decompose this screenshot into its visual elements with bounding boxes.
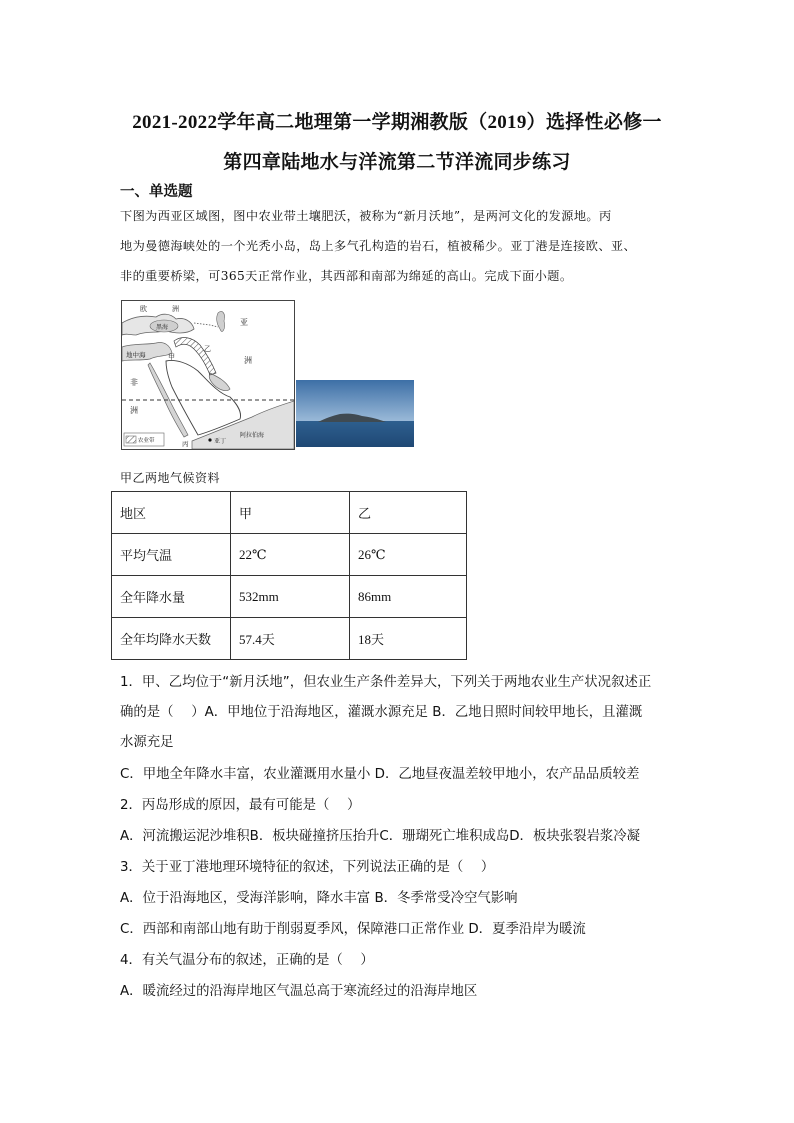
map-label-mediterranean: 地中海 [126,351,146,359]
question-line: 确的是（ ）A．甲地位于沿海地区，灌溉水源充足 B．乙地日照时间较甲地长，且灌溉 [120,705,643,720]
table-cell: 18天 [350,618,467,660]
table-row [112,576,467,618]
table-cell: 平均气温 [112,534,231,576]
table-cell: 86mm [350,576,467,618]
table-cell: 57.4天 [231,618,350,660]
map-label-aden: 亚丁 [214,438,227,445]
west-asia-map [121,300,295,450]
question-line: 水源充足 [120,735,174,750]
question-line: 4．有关气温分布的叙述，正确的是（ ） [120,953,374,968]
intro-line-3: 非的重要桥梁，可365天正常作业，其西部和南部为绵延的高山。完成下面小题。 [120,269,573,283]
intro-line-2: 地为曼德海峡处的一个光秃小岛，岛上多气孔构造的岩石，植被稀少。亚丁港是连接欧、亚、 [120,239,637,253]
table-cell: 全年均降水天数 [112,618,231,660]
map-label-asia: 亚 [240,318,248,327]
table-header-cell: 乙 [350,492,467,534]
map-label-black-sea: 黑海 [156,324,169,331]
question-line: C．甲地全年降水丰富，农业灌溉用水量小 D．乙地昼夜温差较甲地小，农产品品质较差 [120,767,640,782]
question-line: A．暖流经过的沿海岸地区气温总高于寒流经过的沿海岸地区 [120,984,478,999]
question-line: A．位于沿海地区，受海洋影响，降水丰富 B．冬季常受冷空气影响 [120,891,518,906]
document-title-line-2: 第四章陆地水与洋流第二节洋流同步练习 [223,152,571,173]
table-cell: 全年降水量 [112,576,231,618]
island-photo [296,380,414,447]
map-label-yi: 乙 [204,345,211,353]
intro-line-1: 下图为西亚区域图，图中农业带土壤肥沃，被称为“新月沃地”，是两河文化的发源地。丙 [120,209,612,223]
table-header-cell: 地区 [112,492,231,534]
map-label-africa-2: 洲 [130,406,138,415]
map-legend-label: 农业带 [138,438,155,444]
table-row [112,534,467,576]
map-label-africa: 非 [130,378,138,387]
map-label-jia: 甲 [168,353,175,361]
map-label-europe-2: 洲 [172,305,179,313]
table-caption: 甲乙两地气候资料 [120,471,221,485]
question-line: 1．甲、乙均位于“新月沃地”，但农业生产条件差异大，下列关于两地农业生产状况叙述正 [120,675,652,690]
map-label-bing: 丙 [182,440,189,448]
section-heading: 一、单选题 [120,184,193,200]
question-line: 2．丙岛形成的原因，最有可能是（ ） [120,798,361,813]
map-label-asia-2: 洲 [244,356,252,365]
table-cell: 22℃ [231,534,350,576]
map-label-arabian-sea: 阿拉伯海 [240,432,265,439]
question-line: A．河流搬运泥沙堆积B．板块碰撞挤压抬升C．珊瑚死亡堆积成岛D．板块张裂岩浆冷凝 [120,829,641,844]
climate-table [111,491,467,660]
question-line: C．西部和南部山地有助于削弱夏季风，保障港口正常作业 D．夏季沿岸为暖流 [120,922,586,937]
map-label-europe: 欧 [140,305,147,313]
table-row [112,618,467,660]
table-cell: 532mm [231,576,350,618]
table-row [112,492,467,534]
table-cell: 26℃ [350,534,467,576]
table-header-cell: 甲 [231,492,350,534]
document-title-line-1: 2021-2022学年高二地理第一学期湘教版（2019）选择性必修一 [132,112,662,133]
question-line: 3．关于亚丁港地理环境特征的叙述，下列说法正确的是（ ） [120,860,495,875]
